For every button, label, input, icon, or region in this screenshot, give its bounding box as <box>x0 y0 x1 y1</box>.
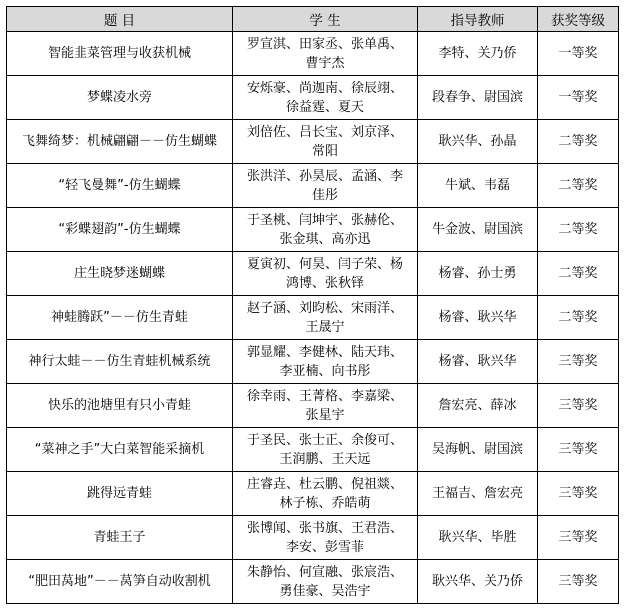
project-title: 神行太蛙－－仿生青蛙机械系统 <box>7 340 233 384</box>
student-names <box>233 164 418 208</box>
student-names <box>233 76 418 120</box>
student-line: 常阳 <box>311 143 338 159</box>
student-line: 罗宣淇、田家丞、张单禹、 <box>246 36 403 52</box>
award-level: 一等奖 <box>538 32 619 76</box>
student-line: 郭显耀、李健林、陆天玮、 <box>246 344 403 360</box>
student-names <box>233 516 418 560</box>
student-names <box>233 340 418 384</box>
table-row <box>7 428 619 472</box>
table-row <box>7 296 619 340</box>
advisor-names: 杨睿、孙士勇 <box>418 252 538 296</box>
project-title: 青蛙王子 <box>7 516 233 560</box>
project-title: “彩蝶翅韵”-仿生蝴蝶 <box>7 208 233 252</box>
award-level: 二等奖 <box>538 120 619 164</box>
project-title: “菜神之手”大白菜智能采摘机 <box>7 428 233 472</box>
award-level: 二等奖 <box>538 208 619 252</box>
student-names <box>233 32 418 76</box>
award-level: 三等奖 <box>538 428 619 472</box>
student-line: 庄睿垚、杜云鹏、倪祖燚、 <box>246 476 403 492</box>
student-line: 安烁豪、尚迦南、徐辰翊、 <box>246 80 403 96</box>
advisor-names: 杨睿、耿兴华 <box>418 296 538 340</box>
award-level: 一等奖 <box>538 76 619 120</box>
award-level: 二等奖 <box>538 252 619 296</box>
project-title: 神蛙腾跃”－－仿生青蛙 <box>7 296 233 340</box>
student-names <box>233 208 418 252</box>
table-row <box>7 340 619 384</box>
student-line: 张星宇 <box>305 407 345 423</box>
award-level: 三等奖 <box>538 384 619 428</box>
table-header <box>7 7 619 32</box>
student-names <box>233 560 418 604</box>
student-line: 夏寅初、何昊、闫子荣、杨 <box>246 256 403 272</box>
student-names <box>233 120 418 164</box>
header-row <box>7 7 619 32</box>
award-level: 三等奖 <box>538 340 619 384</box>
student-names <box>233 252 418 296</box>
award-level: 三等奖 <box>538 516 619 560</box>
advisor-names: 吴海帆、尉国滨 <box>418 428 538 472</box>
advisor-names: 王福吉、詹宏亮 <box>418 472 538 516</box>
table-row <box>7 560 619 604</box>
student-line: 张博闻、张书旗、王君浩、 <box>246 520 403 536</box>
student-line: 王润鹏、王天远 <box>279 451 371 467</box>
award-table <box>6 6 619 604</box>
student-line: 王晟宁 <box>305 319 345 335</box>
award-level: 三等奖 <box>538 560 619 604</box>
project-title: 跳得远青蛙 <box>7 472 233 516</box>
student-line: 林子栋、乔皓萌 <box>279 495 371 511</box>
advisor-names: 杨睿、耿兴华 <box>418 340 538 384</box>
project-title: “肥田莴地”－－莴笋自动收割机 <box>7 560 233 604</box>
table-body <box>7 32 619 604</box>
project-title: 梦蝶凌水旁 <box>7 76 233 120</box>
header-students: 学 生 <box>233 7 418 32</box>
student-line: 李亚楠、向书彤 <box>279 363 371 379</box>
student-line: 曹宇杰 <box>305 55 345 71</box>
student-line: 张洪洋、孙昊辰、孟涵、李 <box>246 168 403 184</box>
advisor-names: 牛金波、尉国滨 <box>418 208 538 252</box>
project-title: 庄生晓梦迷蝴蝶 <box>7 252 233 296</box>
award-level: 三等奖 <box>538 472 619 516</box>
table-row <box>7 516 619 560</box>
student-line: 勇佳豪、吴浩宇 <box>279 583 371 599</box>
advisor-names: 詹宏亮、薛冰 <box>418 384 538 428</box>
advisor-names: 耿兴华、毕胜 <box>418 516 538 560</box>
project-title: “轻飞曼舞”-仿生蝴蝶 <box>7 164 233 208</box>
student-line: 张金琪、高亦迅 <box>279 231 371 247</box>
student-line: 鸿博、张秋铎 <box>285 275 364 291</box>
table-row <box>7 164 619 208</box>
award-level: 二等奖 <box>538 164 619 208</box>
student-names <box>233 472 418 516</box>
project-title: 智能韭菜管理与收获机械 <box>7 32 233 76</box>
table-row <box>7 252 619 296</box>
advisor-names: 段春争、尉国滨 <box>418 76 538 120</box>
advisor-names: 耿兴华、关乃侨 <box>418 560 538 604</box>
award-level: 二等奖 <box>538 296 619 340</box>
header-advisors: 指导教师 <box>418 7 538 32</box>
project-title: 飞舞绮梦：机械翩翩－－仿生蝴蝶 <box>7 120 233 164</box>
project-title: 快乐的池塘里有只小青蛙 <box>7 384 233 428</box>
table-row <box>7 76 619 120</box>
student-line: 于圣民、张士正、余俊可、 <box>246 432 403 448</box>
student-line: 朱静怡、何宣融、张宸浩、 <box>246 564 403 580</box>
student-names <box>233 384 418 428</box>
student-line: 佳彤 <box>311 187 338 203</box>
table-row <box>7 120 619 164</box>
header-title: 题 目 <box>7 7 233 32</box>
advisor-names: 牛斌、韦磊 <box>418 164 538 208</box>
table-row <box>7 208 619 252</box>
student-names <box>233 428 418 472</box>
advisor-names: 耿兴华、孙晶 <box>418 120 538 164</box>
student-line: 徐益霆、夏天 <box>285 99 364 115</box>
student-line: 徐幸雨、王菁格、李嘉梁、 <box>246 388 403 404</box>
advisor-names: 李特、关乃侨 <box>418 32 538 76</box>
student-names <box>233 296 418 340</box>
student-line: 赵子涵、刘昀松、宋雨洋、 <box>246 300 403 316</box>
student-line: 李安、彭雪菲 <box>285 539 364 555</box>
student-line: 刘倍佐、吕长宝、刘京泽、 <box>246 124 403 140</box>
header-award: 获奖等级 <box>538 7 619 32</box>
table-row <box>7 32 619 76</box>
table-row <box>7 472 619 516</box>
student-line: 于圣桃、闫坤宇、张赫伦、 <box>246 212 403 228</box>
table-row <box>7 384 619 428</box>
